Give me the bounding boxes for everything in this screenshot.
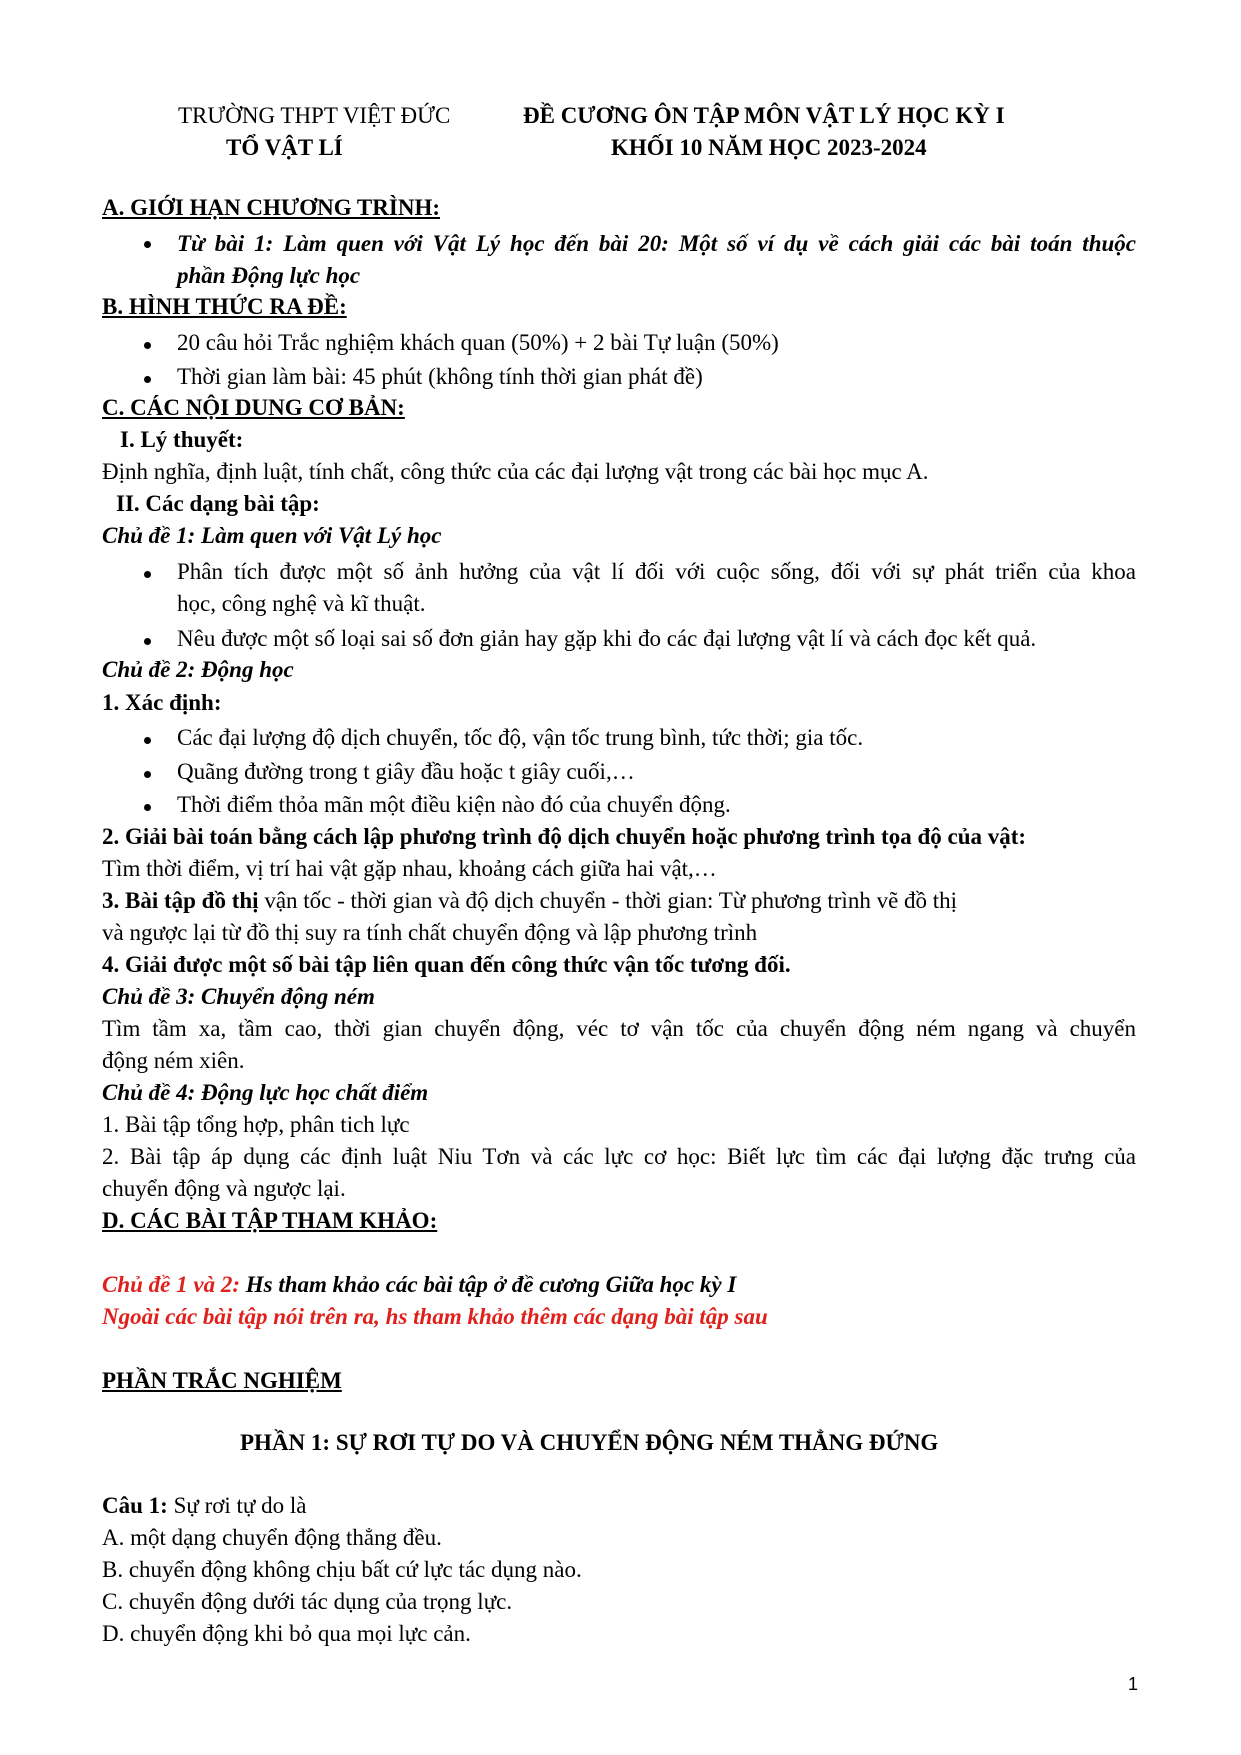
question-1-option-a: A. một dạng chuyển động thẳng đều. (102, 1525, 442, 1550)
bullet-icon (144, 737, 151, 744)
section-a-bullet-1-line-2: phần Động lực học (177, 263, 361, 288)
bullet-icon (144, 638, 151, 645)
topic-2-item-3-label: 3. Bài tập đồ thị (102, 888, 259, 913)
topic-1-bullet-2: Nêu được một số loại sai số đơn giản hay gặp khi đo các đại lượng vật lí và cách đọc kết quả. (177, 626, 1037, 651)
topic-2-item-3-line-2: và ngược lại từ đồ thị suy ra tính chất chuyển động và lập phương trình (102, 920, 758, 945)
topic-4-item-2-line-2: chuyển động và ngược lại. (102, 1176, 346, 1201)
bullet-icon (144, 771, 151, 778)
question-1-option-b: B. chuyển động không chịu bất cứ lực tác dụng nào. (102, 1557, 582, 1582)
section-a-heading: A. GIỚI HẠN CHƯƠNG TRÌNH: (102, 195, 440, 220)
topic-2-item-1-bullet-3: Thời điểm thỏa mãn một điều kiện nào đó của chuyển động. (177, 792, 731, 817)
question-1-option-d: D. chuyển động khi bỏ qua mọi lực cản. (102, 1621, 471, 1646)
topic-2-item-4-heading: 4. Giải được một số bài tập liên quan đến công thức vận tốc tương đối. (102, 952, 791, 977)
theory-text: Định nghĩa, định luật, tính chất, công thức của các đại lượng vật trong các bài học mục A. (102, 459, 929, 484)
bullet-icon (144, 571, 151, 578)
topic-4-item-2-line-1: 2. Bài tập áp dụng các định luật Niu Tơn và các lực cơ học: Biết lực tìm các đại lượng đặc trưng của (102, 1144, 1136, 1169)
section-d-note-1-text: Hs tham khảo các bài tập ở đề cương Giữa học kỳ I (240, 1272, 737, 1297)
topic-2-item-3-line-1 (102, 886, 957, 916)
topic-2-item-1-bullet-2: Quãng đường trong t giây đầu hoặc t giây cuối,… (177, 759, 635, 784)
school-name: TRƯỜNG THPT VIỆT ĐỨC (178, 103, 451, 128)
topic-3-text-line-1: Tìm tầm xa, tầm cao, thời gian chuyển động, véc tơ vận tốc của chuyển động ném ngang và chuyển (102, 1016, 1136, 1041)
topic-2-item-1-heading: 1. Xác định: (102, 690, 222, 715)
department-name: TỔ VẬT LÍ (226, 135, 343, 160)
topic-2-item-3-text: vận tốc - thời gian và độ dịch chuyển - thời gian: Từ phương trình vẽ đồ thị (258, 888, 958, 913)
document-subtitle: KHỐI 10 NĂM HỌC 2023-2024 (611, 135, 927, 160)
section-d-note-1-label: Chủ đề 1 và 2: (102, 1272, 240, 1297)
section-b-bullet-1: 20 câu hỏi Trắc nghiệm khách quan (50%) + 2 bài Tự luận (50%) (177, 330, 779, 355)
document-title: ĐỀ CƯƠNG ÔN TẬP MÔN VẬT LÝ HỌC KỲ I (523, 103, 1005, 128)
section-d-heading: D. CÁC BÀI TẬP THAM KHẢO: (102, 1208, 438, 1233)
topic-2-item-1-bullet-1: Các đại lượng độ dịch chuyển, tốc độ, vận tốc trung bình, tức thời; gia tốc. (177, 725, 864, 750)
section-d-note-1 (102, 1270, 736, 1300)
topic-4-heading: Chủ đề 4: Động lực học chất điểm (102, 1080, 429, 1105)
exercises-heading: II. Các dạng bài tập: (116, 491, 320, 516)
topic-1-bullet-1-line-1: Phân tích được một số ảnh hưởng của vật lí đối với cuộc sống, đối với sự phát triển của khoa (177, 559, 1136, 584)
section-d-note-2: Ngoài các bài tập nói trên ra, hs tham khảo thêm các dạng bài tập sau (102, 1304, 768, 1329)
bullet-icon (144, 342, 151, 349)
topic-1-bullet-1-line-2: học, công nghệ và kĩ thuật. (177, 591, 426, 616)
topic-3-heading: Chủ đề 3: Chuyển động ném (102, 984, 375, 1009)
topic-2-item-2-text: Tìm thời điểm, vị trí hai vật gặp nhau, khoảng cách giữa hai vật,… (102, 856, 717, 881)
section-b-bullet-2: Thời gian làm bài: 45 phút (không tính thời gian phát đề) (177, 364, 703, 389)
question-1-option-c: C. chuyển động dưới tác dụng của trọng lực. (102, 1589, 513, 1614)
section-b-heading: B. HÌNH THỨC RA ĐỀ: (102, 294, 347, 319)
theory-heading: I. Lý thuyết: (120, 427, 244, 452)
topic-3-text-line-2: động ném xiên. (102, 1048, 245, 1073)
bullet-icon (144, 804, 151, 811)
topic-2-heading: Chủ đề 2: Động học (102, 657, 294, 682)
topic-2-item-2-heading: 2. Giải bài toán bằng cách lập phương trình độ dịch chuyển hoặc phương trình tọa độ của vật: (102, 824, 1027, 849)
section-a-bullet-1-line-1: Từ bài 1: Làm quen với Vật Lý học đến bài 20: Một số ví dụ về cách giải các bài toán thuộc (177, 231, 1136, 256)
topic-1-heading: Chủ đề 1: Làm quen với Vật Lý học (102, 523, 442, 548)
topic-4-item-1: 1. Bài tập tổng hợp, phân tich lực (102, 1112, 410, 1137)
question-1-label: Câu 1: (102, 1493, 168, 1518)
question-1 (102, 1491, 307, 1521)
quiz-part-heading: PHẦN TRẮC NGHIỆM (102, 1368, 342, 1393)
bullet-icon (144, 376, 151, 383)
question-1-text: Sự rơi tự do là (167, 1493, 307, 1518)
quiz-subpart-heading: PHẦN 1: SỰ RƠI TỰ DO VÀ CHUYỂN ĐỘNG NÉM THẲNG ĐỨNG (240, 1430, 939, 1455)
section-c-heading: C. CÁC NỘI DUNG CƠ BẢN: (102, 395, 405, 420)
bullet-icon (144, 241, 151, 248)
page-number: 1 (1128, 1674, 1139, 1694)
